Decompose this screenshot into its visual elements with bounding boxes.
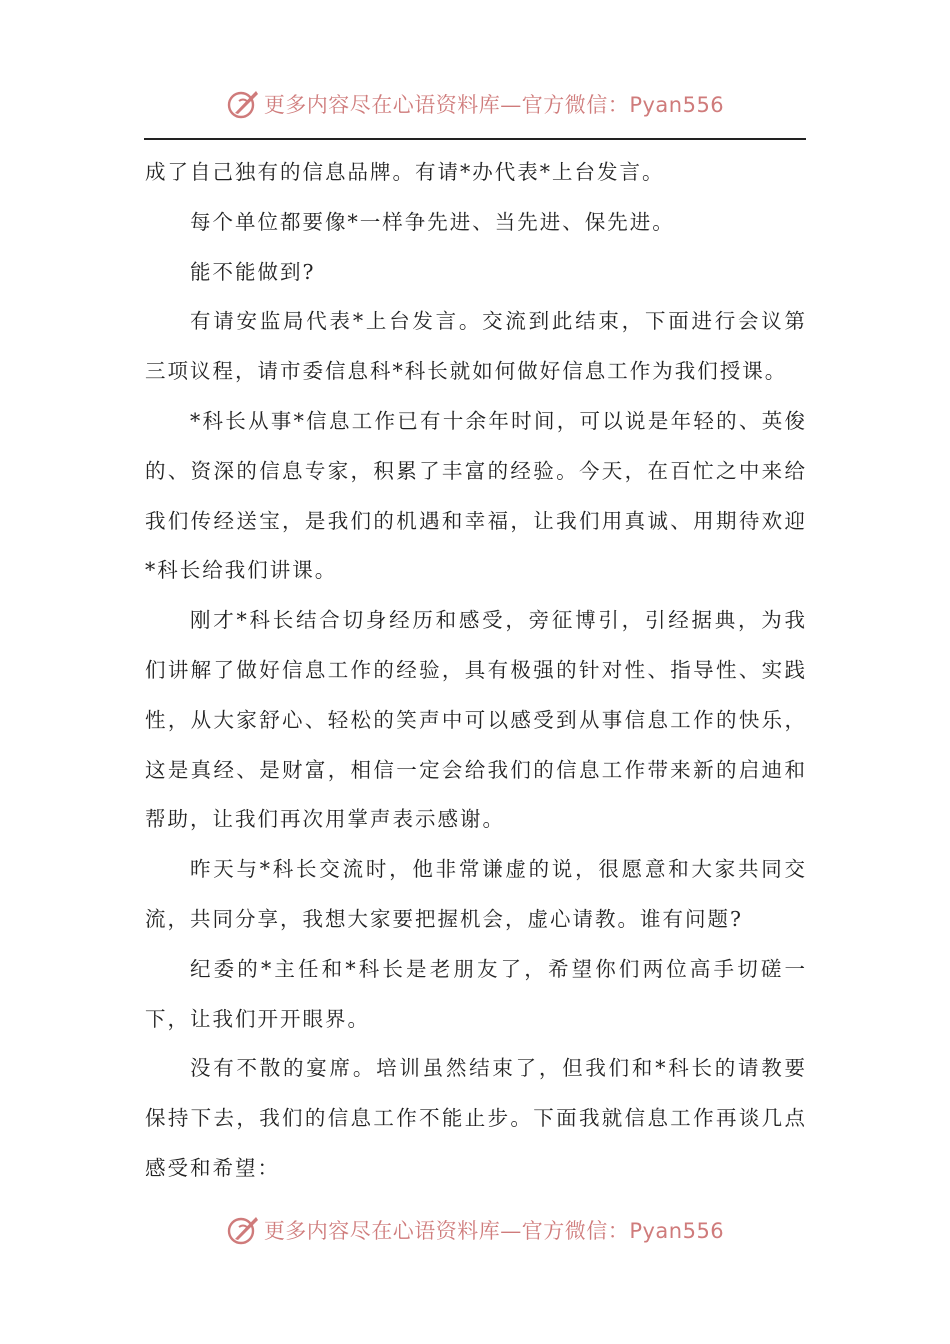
paragraph: 没有不散的宴席。培训虽然结束了，但我们和*科长的请教要保持下去，我们的信息工作不能止步。下面我就信息工作再谈几点感受和希望：	[145, 1056, 807, 1180]
footer-banner-text: 更多内容尽在心语资料库—官方微信：Pyan556	[263, 1219, 725, 1243]
paragraph: *科长从事*信息工作已有十余年时间，可以说是年轻的、英俊的、资深的信息专家，积累了丰富的经验。今天，在百忙之中来给我们传经送宝，是我们的机遇和幸福，让我们用真诚、用期待欢迎*科长给我们讲课。	[145, 408, 807, 583]
header-banner	[0, 84, 950, 124]
footer-banner	[0, 1210, 950, 1250]
quill-logo-icon	[226, 1213, 260, 1247]
header-banner-handle: Pyan556	[629, 93, 725, 117]
paragraph: 有请安监局代表*上台发言。交流到此结束，下面进行会议第三项议程，请市委信息科*科长就如何做好信息工作为我们授课。	[145, 309, 807, 384]
footer-banner-handle: Pyan556	[629, 1219, 725, 1243]
header-banner-text: 更多内容尽在心语资料库—官方微信：Pyan556	[263, 93, 725, 117]
paragraph: 能不能做到?	[190, 259, 316, 284]
paragraph: 昨天与*科长交流时，他非常谦虚的说，很愿意和大家共同交流，共同分享，我想大家要把握机会，虚心请教。谁有问题?	[145, 857, 807, 931]
paragraph: 每个单位都要像*一样争先进、当先进、保先进。	[190, 209, 675, 234]
paragraph: 纪委的*主任和*科长是老朋友了，希望你们两位高手切磋一下，让我们开开眼界。	[145, 956, 807, 1031]
header-divider	[144, 138, 806, 140]
quill-logo-icon	[226, 87, 260, 121]
paragraph: 刚才*科长结合切身经历和感受，旁征博引，引经据典，为我们讲解了做好信息工作的经验，具有极强的针对性、指导性、实践性，从大家舒心、轻松的笑声中可以感受到从事信息工作的快乐，这是真经、是财富，相信一定会给我们的信息工作带来新的启迪和帮助，让我们再次用掌声表示感谢。	[145, 608, 807, 832]
document-body	[145, 148, 807, 1194]
paragraph: 成了自己独有的信息品牌。有请*办代表*上台发言。	[145, 160, 665, 184]
